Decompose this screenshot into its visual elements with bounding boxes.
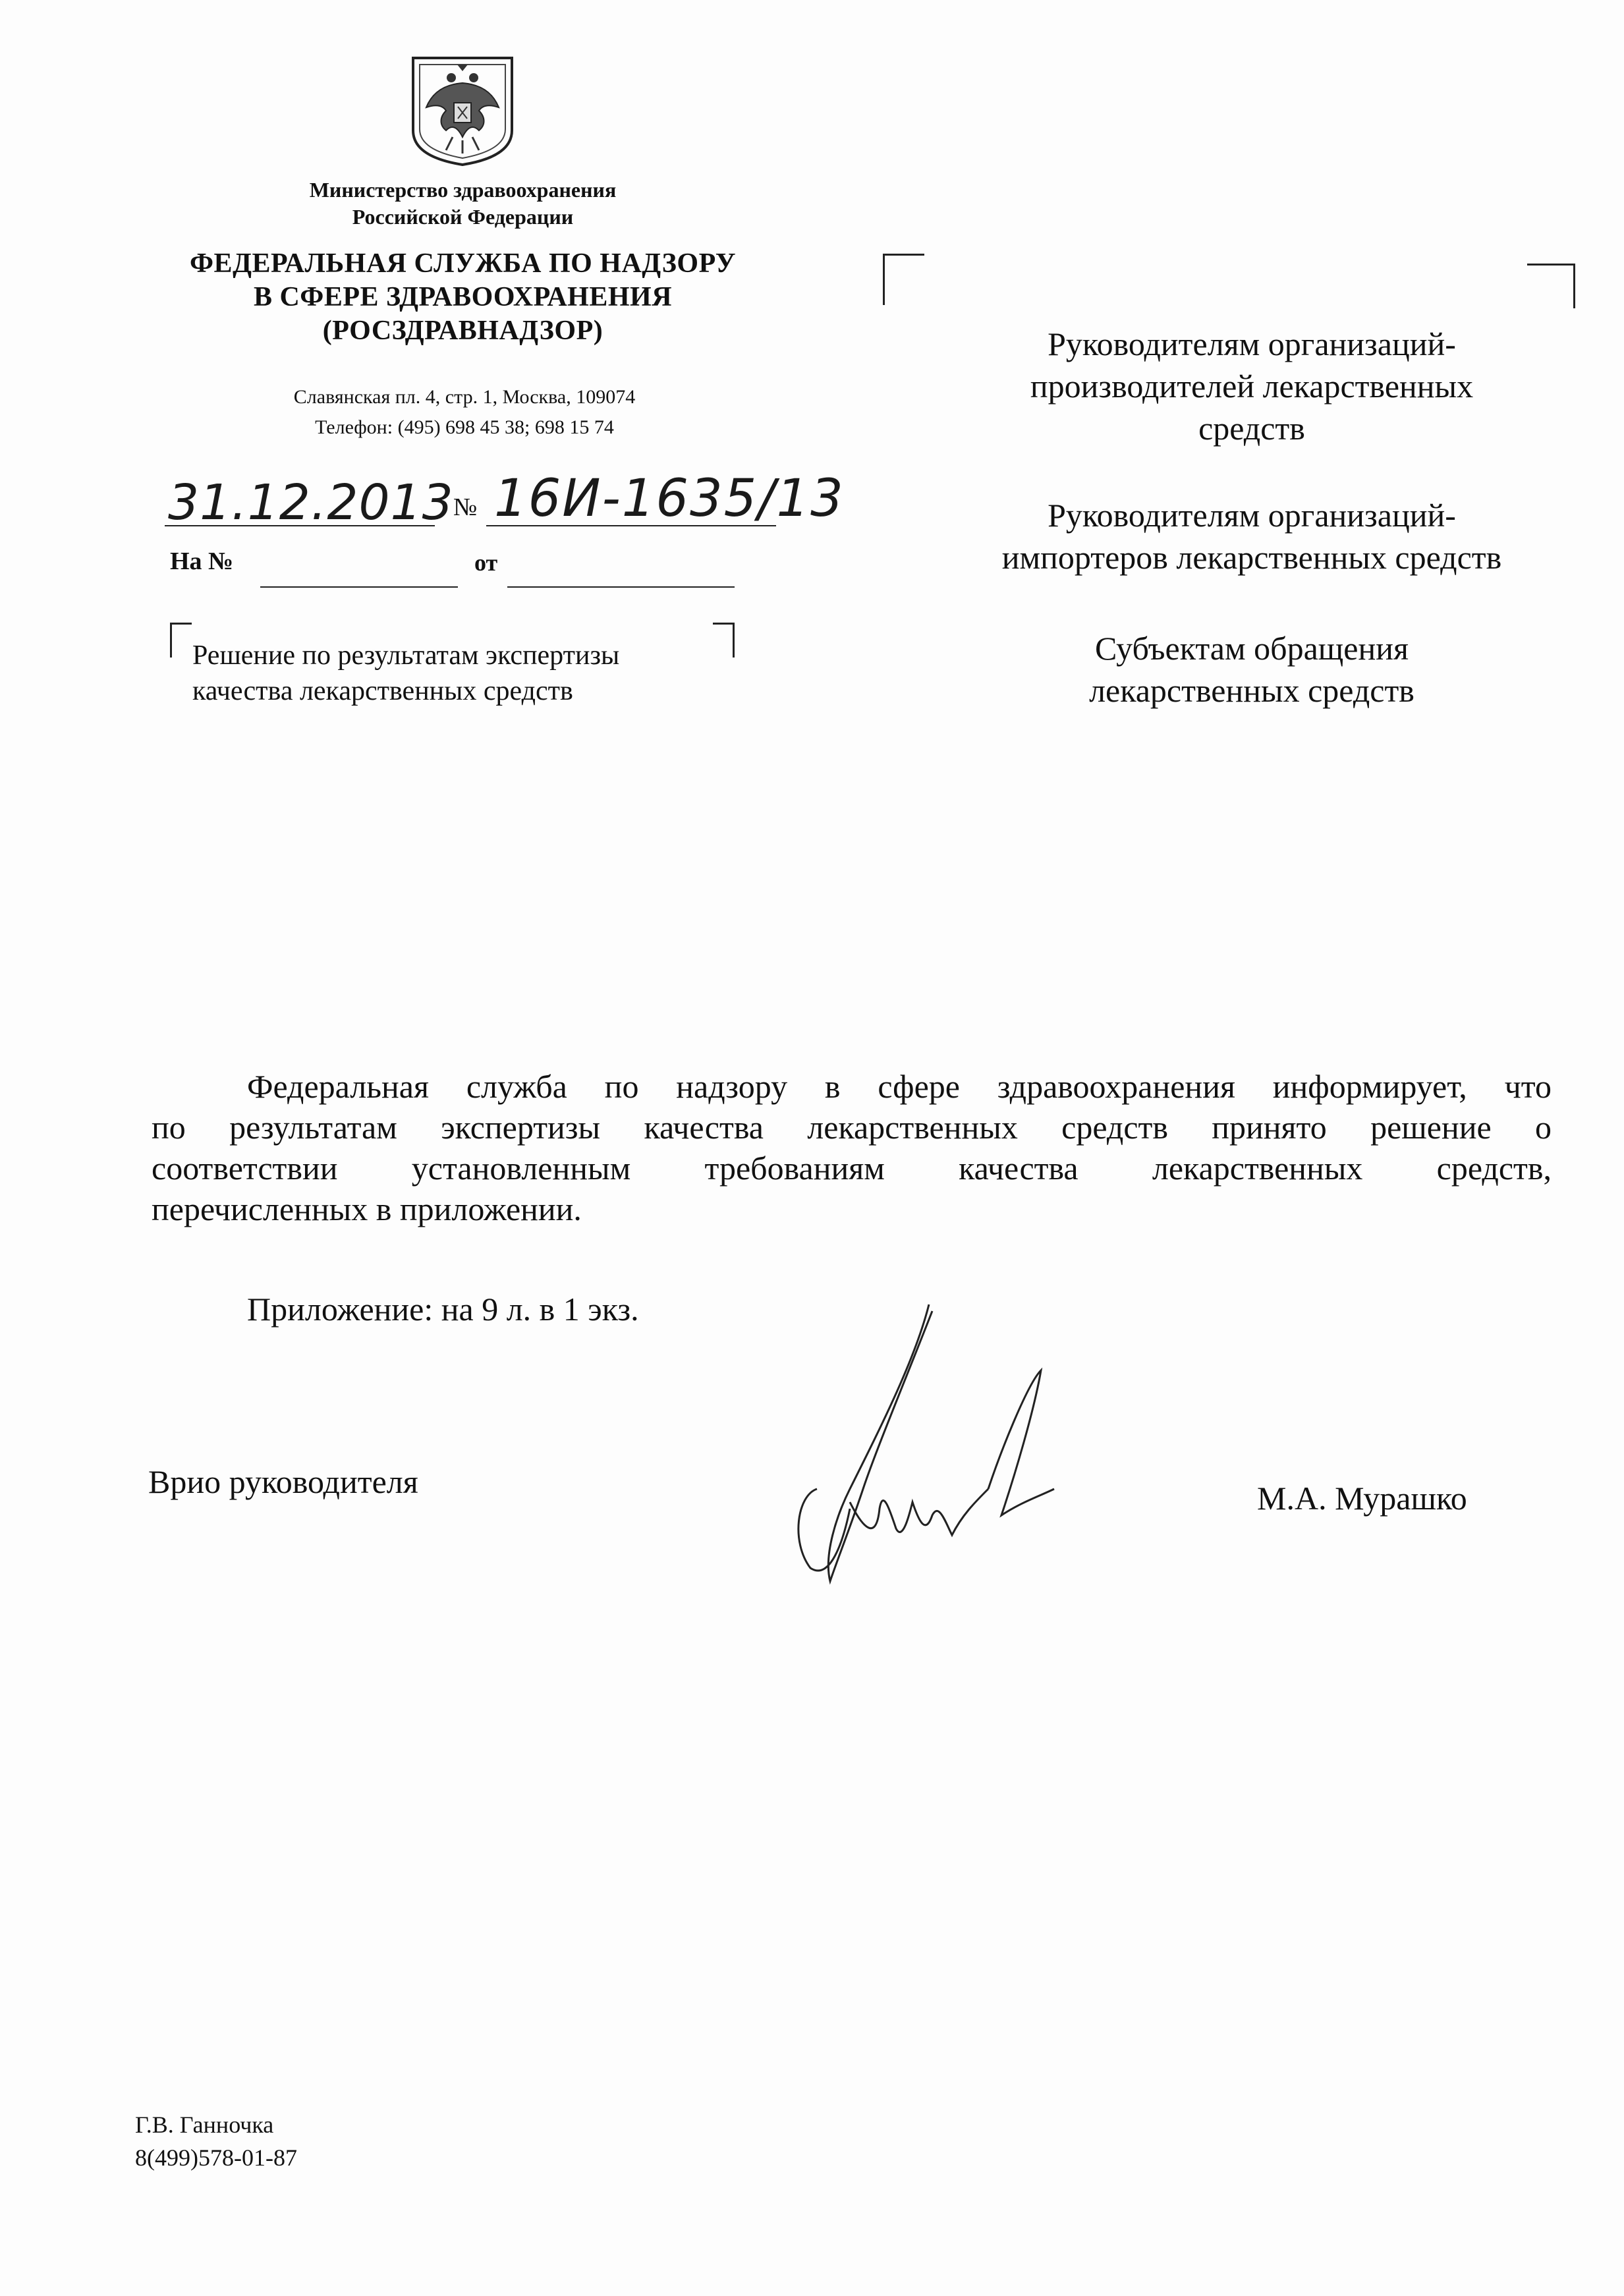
- body-line-3: соответствии установленным требованиям качества лекарственных средств,: [152, 1150, 1552, 1187]
- address-text: Славянская пл. 4, стр. 1, Москва, 109074: [293, 386, 636, 408]
- body-line-4: перечисленных в приложении.: [152, 1190, 582, 1227]
- signatory-name: М.А. Мурашко: [1257, 1480, 1467, 1517]
- service-line-1: ФЕДЕРАЛЬНАЯ СЛУЖБА ПО НАДЗОРУ: [189, 248, 737, 279]
- addressee-line: Руководителям организаций-: [1048, 325, 1456, 362]
- phone-text: Телефон: (495) 698 45 38; 698 15 74: [315, 416, 614, 438]
- document-number: 16И-1635/13: [494, 469, 845, 528]
- subject-line-1: Решение по результатам экспертизы: [192, 640, 620, 671]
- addressee-line: Руководителям организаций-: [1048, 497, 1456, 534]
- letter-body: [152, 1066, 1552, 1229]
- executor-name: Г.В. Ганночка: [135, 2112, 274, 2138]
- body-line-2: по результатам экспертизы качества лекарственных средств принято решение о: [152, 1109, 1552, 1146]
- subject-line-2: качества лекарственных средств: [192, 676, 573, 706]
- ministry-line-1: Министерство здравоохранения: [309, 178, 617, 202]
- service-line-3: (РОСЗДРАВНАДЗОР): [322, 316, 603, 346]
- signatory-position: Врио руководителя: [148, 1463, 418, 1500]
- coat-of-arms-icon: [406, 51, 518, 169]
- addressee-line: Субъектам обращения: [1095, 630, 1409, 667]
- subject-corner-right: [713, 623, 735, 658]
- addressee-line: производителей лекарственных: [1030, 368, 1474, 405]
- reference-date-label: от: [474, 549, 498, 576]
- reference-number-line: [260, 586, 458, 588]
- addressee-line: лекарственных средств: [1089, 672, 1414, 709]
- service-line-2: В СФЕРЕ ЗДРАВООХРАНЕНИЯ: [253, 282, 673, 312]
- addressee-line: импортеров лекарственных средств: [1001, 539, 1502, 576]
- document-date: 31.12.2013: [168, 474, 454, 531]
- document-subject: [192, 638, 619, 709]
- addressee-corner-left: [883, 254, 924, 305]
- addressee-line: средств: [1198, 410, 1305, 447]
- number-underline: [486, 525, 776, 526]
- ministry-line-2: Российской Федерации: [352, 205, 574, 229]
- address-block: [171, 382, 758, 443]
- addressee-importers: [922, 494, 1581, 578]
- reference-date-line: [507, 586, 735, 588]
- body-line-1: Федеральная служба по надзору в сфере здравоохранения информирует, что: [247, 1068, 1552, 1105]
- date-underline: [165, 525, 435, 526]
- handwritten-signature: [764, 1291, 1080, 1601]
- executor-phone: 8(499)578-01-87: [135, 2144, 297, 2171]
- addressee-manufacturers: [922, 323, 1581, 449]
- addressee-corner-right: [1527, 264, 1575, 308]
- ministry-name: [198, 177, 728, 231]
- subject-corner-left: [170, 623, 192, 658]
- service-name: [138, 247, 787, 348]
- addressee-subjects: [922, 627, 1581, 712]
- reference-number-label: На №: [170, 547, 234, 575]
- number-sign: №: [453, 493, 478, 521]
- appendix-note: Приложение: на 9 л. в 1 экз.: [247, 1291, 639, 1328]
- executor-info: [135, 2108, 297, 2174]
